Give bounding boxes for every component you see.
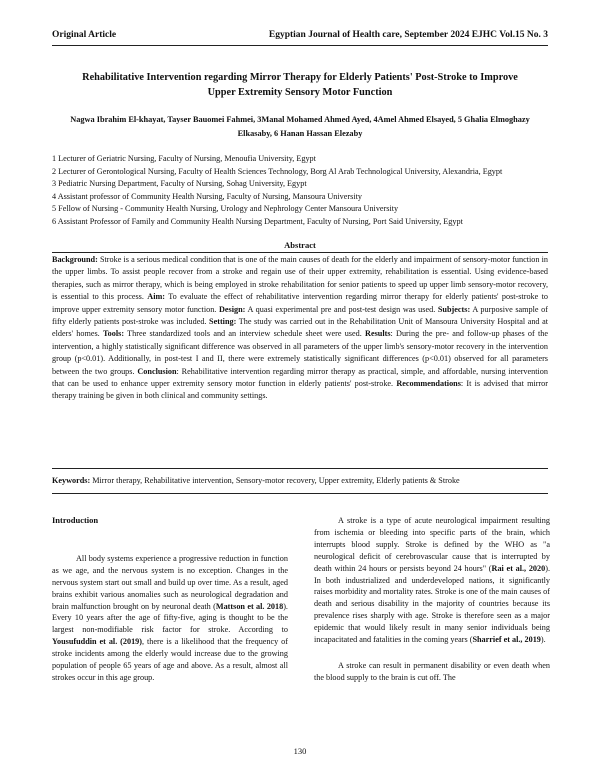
background-text: Stroke is a serious medical condition that is one of the main causes of death for the elderly and impairment of sensory-motor function in the upper limbs. To assist people recover from a stroke and regain use of their upper extremity, rehabilitation is essential. Using evidence-based therapies, such as mirror therapy, which is being employed in stroke rehabilitation for senior patients to speed up upper limb sensory-motor recovery, is essential to this process.: [52, 255, 548, 302]
recommendations-text: : It is advised that mirror therapy training be given in both clinical and community settings.: [52, 379, 548, 401]
results-text: : During the pre- and follow-up phases of the intervention, a highly statistically significant difference was observed in all parameters of the upper limb's sensory-motor recovery in the intervention group (p<0.01). Additionally, in post-test I and II, there were extremely statistically significant differences (p<0.01) observed for all parameters between the two groups.: [52, 329, 548, 376]
citation: Sharrief et al., 2019: [472, 635, 541, 645]
results-label: Results: [365, 329, 391, 339]
keywords: [52, 475, 548, 487]
background-label: Background:: [52, 255, 98, 264]
subjects-label: Subjects:: [437, 304, 471, 314]
stroke-disability-paragraph: A stroke can result in permanent disability or even death when the blood supply to the brain is cut off. The: [314, 660, 550, 682]
aim-text: To evaluate the effect of rehabilitative intervention regarding mirror therapy for elderly patients' post-stroke to improve upper extremity sensory motor function.: [52, 292, 548, 314]
affiliation: 6 Assistant Professor of Family and Community Health Nursing Department, Faculty of Nursing, Port Said University, Egypt: [52, 216, 463, 226]
paper-title: Rehabilitative Intervention regarding Mirror Therapy for Elderly Patients' Post-Stroke to Improve Upper Extremity Sensory Motor Function: [82, 72, 518, 98]
setting-label: Setting:: [209, 317, 237, 327]
subjects-text: A purposive sample of fifty elderly patients post-stroke was included.: [52, 304, 548, 327]
affiliation: 5 Fellow of Nursing - Community Health Nursing, Urology and Nephrology Center Mansoura University: [52, 204, 399, 213]
aim-label: Aim:: [147, 292, 166, 302]
keywords-rule: [52, 493, 548, 494]
intro-paragraph: All body systems experience a progressive reduction in function as we age, and the nervous system is no exception. Changes in the nervous system start out small and build up over time. As a result, aged brains exhibit various anomalies such as neurological degradation and brain malfunction brought on by neuronal death (Mattson et al. 2018). Every 10 years after the age of fifty-five, aging is thought to be the largest non-modifiable risk factor for stroke. According to Yousufuddin et al. (2019), there is a likelihood that the frequency of stroke incidents among the elderly would increase due to the growing population of people 65 years of age and above. As a result, almost all strokes occur in this age group.: [52, 553, 288, 682]
page-number: 130: [293, 746, 307, 756]
right-column: [314, 515, 550, 684]
abstract-body: [52, 254, 548, 403]
citation: Mattson et al. 2018: [215, 601, 284, 611]
keywords-text: Mirror therapy, Rehabilitative intervention, Sensory-motor recovery, Upper extremity, Elderly patients & Stroke: [90, 476, 460, 485]
tools-label: Tools:: [102, 329, 125, 339]
conclusion-text: : Rehabilitative intervention regarding mirror therapy as practical, simple, and affordable, nursing intervention that can be used to enhance upper extremity sensory motor function in elderly patients' post-stroke.: [52, 366, 548, 389]
citation: Yousufuddin et al. (2019): [52, 637, 143, 647]
journal-citation: Egyptian Journal of Health care, September 2024 EJHC Vol.15 No. 3: [268, 30, 548, 40]
header-rule: [52, 45, 548, 46]
affiliation: 2 Lecturer of Gerontological Nursing, Faculty of Health Sciences Technology, Borg Al Arab Technological University, Alexandria, Egypt: [52, 166, 503, 176]
affiliation: 3 Pediatric Nursing Department, Faculty of Nursing, Sohag University, Egypt: [52, 179, 307, 188]
abstract-bottom-rule: [52, 468, 548, 469]
stroke-definition-paragraph: A stroke is a type of acute neurological impairment resulting from ischemia or bleeding into specific parts of the brain, which interrupts blood supply. Stroke is defined by the WHO as "a neurological deficit of cerebrovascular cause that is interrupted by death within 24 hours or persists beyond 24 hours" (Rai et al., 2020). In both industrialized and underdeveloped nations, it significantly raises morbidity and mortality rates. Stroke is one of the main causes of death and serious disability in the majority of countries because its prevalence rises sharply with age. Stroke is therefore seen as a major epidemic that would likely result in many senior individuals being incapacitated and fatalities in the coming years (Sharrief et al., 2019).: [314, 516, 550, 645]
left-column: [52, 515, 288, 684]
keywords-label: Keywords:: [52, 476, 91, 485]
design-text: A quasi experimental pre and post-test design was used.: [245, 304, 438, 314]
abstract-top-rule: [52, 252, 548, 253]
citation: Rai et al., 2020: [491, 563, 546, 573]
recommendations-label: Recommendations: [396, 379, 461, 389]
tools-text: Three standardized tools and an interview schedule sheet were used.: [124, 329, 366, 339]
affiliation: 4 Assistant professor of Community Health Nursing, Faculty of Nursing, Mansoura University: [52, 191, 362, 201]
design-label: Design:: [218, 304, 246, 314]
article-type: Original Article: [52, 30, 117, 40]
affiliation: 1 Lecturer of Geriatric Nursing, Faculty of Nursing, Menoufia University, Egypt: [52, 154, 316, 163]
affiliations: [52, 153, 548, 228]
conclusion-label: Conclusion: [137, 366, 177, 376]
abstract-heading: Abstract: [284, 240, 316, 250]
introduction-heading: Introduction: [52, 515, 99, 525]
author-list: Nagwa Ibrahim El-khayat, Tayser Bauomei Fahmei, 3Manal Mohamed Ahmed Ayed, 4Amel Ahmed Elsayed, 5 Ghalia Elmoghazy Elkasaby, 6 Hanan Hassan Elezaby: [70, 115, 530, 138]
setting-text: The study was carried out in the Rehabilitation Unit of Mansoura University Hospital and at elders' homes.: [52, 317, 548, 339]
